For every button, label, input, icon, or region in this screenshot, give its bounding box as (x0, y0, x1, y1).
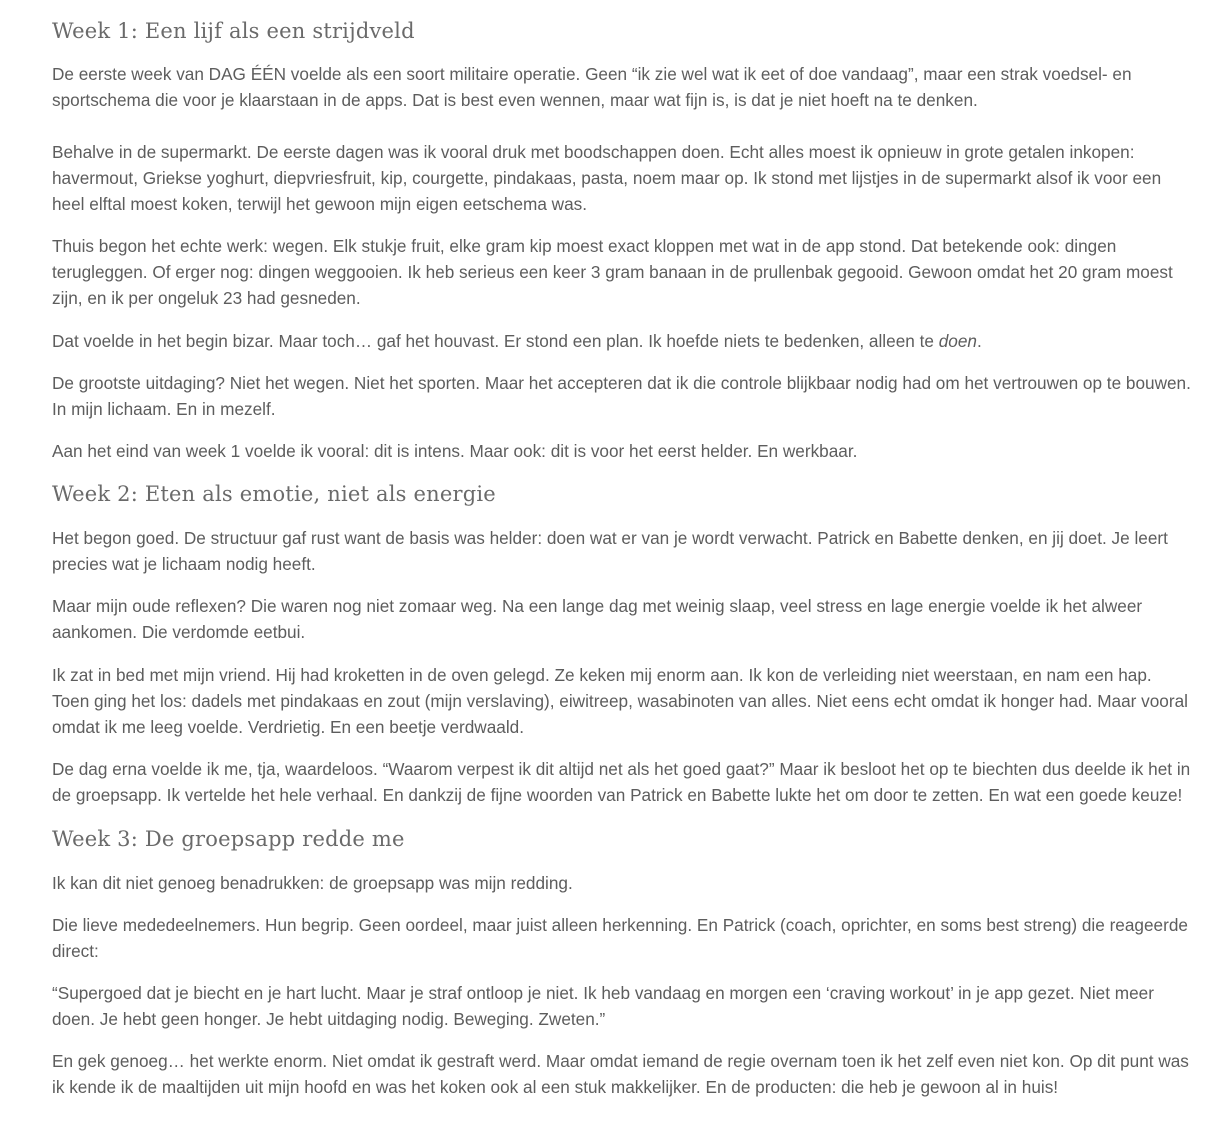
week-1-paragraph-5: De grootste uitdaging? Niet het wegen. Niet het sporten. Maar het accepteren dat ik die controle blijkbaar nodig had om het vertrouwen op te bouwen. In mijn lichaam. En in mezelf. (52, 373, 1191, 419)
article-body (52, 0, 1192, 1100)
week-2-paragraph-2: Maar mijn oude reflexen? Die waren nog niet zomaar weg. Na een lange dag met weinig slaap, veel stress en lage energie voelde ik het alweer aankomen. Die verdomde eetbui. (52, 596, 1143, 642)
week-1-paragraph-3: Thuis begon het echte werk: wegen. Elk stukje fruit, elke gram kip moest exact kloppen met wat in de app stond. Dat betekende ook: dingen terugleggen. Of erger nog: dingen weggooien. Ik heb serieus een keer 3 gram banaan in de prullenbak gegooid. Gewoon omdat het 20 gram moest zijn, en ik per ongeluk 23 had gesneden. (52, 236, 1173, 308)
week-1-heading: Week 1: Een lijf als een strijdveld (52, 19, 415, 43)
week-1-paragraph-4 (52, 328, 1192, 354)
week-2-paragraph-4: De dag erna voelde ik me, tja, waardeloos. “Waarom verpest ik dit altijd net als het goed gaat?” Maar ik besloot het op te biechten dus deelde ik het in de groepsapp. Ik vertelde het hele verhaal. En dankzij de fijne woorden van Patrick en Babette lukte het om door te zetten. En wat een goede keuze! (52, 759, 1191, 805)
week-1-paragraph-6: Aan het eind van week 1 voelde ik vooral: dit is intens. Maar ook: dit is voor het eerst helder. En werkbaar. (52, 441, 858, 461)
week-2-heading: Week 2: Eten als emotie, niet als energie (52, 482, 496, 506)
week-3-paragraph-3: “Supergoed dat je biecht en je hart lucht. Maar je straf ontloop je niet. Ik heb vandaag en morgen een ‘craving workout’ in je app gezet. Niet meer doen. Je hebt geen honger. Je hebt uitdaging nodig. Beweging. Zweten.” (52, 983, 1154, 1029)
week-2-paragraph-3: Ik zat in bed met mijn vriend. Hij had kroketten in de oven gelegd. Ze keken mij enorm aan. Ik kon de verleiding niet weerstaan, en nam een hap. Toen ging het los: dadels met pindakaas en zout (mijn verslaving), eiwitreep, wasabinoten van alles. Niet eens echt omdat ik honger had. Maar vooral omdat ik me leeg voelde. Verdrietig. En een beetje verdwaald. (52, 665, 1188, 737)
week-3-heading: Week 3: De groepsapp redde me (52, 827, 405, 851)
paragraph-text: Dat voelde in het begin bizar. Maar toch… gaf het houvast. Er stond een plan. Ik hoefde niets te bedenken, alleen te (52, 331, 939, 351)
week-1-paragraph-1: De eerste week van DAG ÉÉN voelde als een soort militaire operatie. Geen “ik zie wel wat ik eet of doe vandaag”, maar een strak voedsel- en sportschema die voor je klaarstaan in de apps. Dat is best even wennen, maar wat fijn is, is dat je niet hoeft na te denken. (52, 64, 1132, 110)
week-1-paragraph-2: Behalve in de supermarkt. De eerste dagen was ik vooral druk met boodschappen doen. Echt alles moest ik opnieuw in grote getalen inkopen: havermout, Griekse yoghurt, diepvriesfruit, kip, courgette, pindakaas, pasta, noem maar op. Ik stond met lijstjes in de supermarkt alsof ik voor een heel elftal moest koken, terwijl het gewoon mijn eigen eetschema was. (52, 142, 1162, 214)
emphasis-doen: doen (938, 331, 977, 351)
week-3-paragraph-1: Ik kan dit niet genoeg benadrukken: de groepsapp was mijn redding. (52, 873, 573, 893)
week-2-paragraph-1: Het begon goed. De structuur gaf rust want de basis was helder: doen wat er van je wordt verwacht. Patrick en Babette denken, en jij doet. Je leert precies wat je lichaam nodig heeft. (52, 528, 1168, 574)
paragraph-tail: . (976, 331, 982, 351)
week-3-paragraph-4: En gek genoeg… het werkte enorm. Niet omdat ik gestraft werd. Maar omdat iemand de regie overnam toen ik het zelf even niet kon. Op dit punt was ik kende ik de maaltijden uit mijn hoofd en was het koken ook al een stuk makkelijker. En de producten: die heb je gewoon al in huis! (52, 1051, 1189, 1097)
week-3-paragraph-2: Die lieve mededeelnemers. Hun begrip. Geen oordeel, maar juist alleen herkenning. En Patrick (coach, oprichter, en soms best streng) die reageerde direct: (52, 915, 1188, 961)
